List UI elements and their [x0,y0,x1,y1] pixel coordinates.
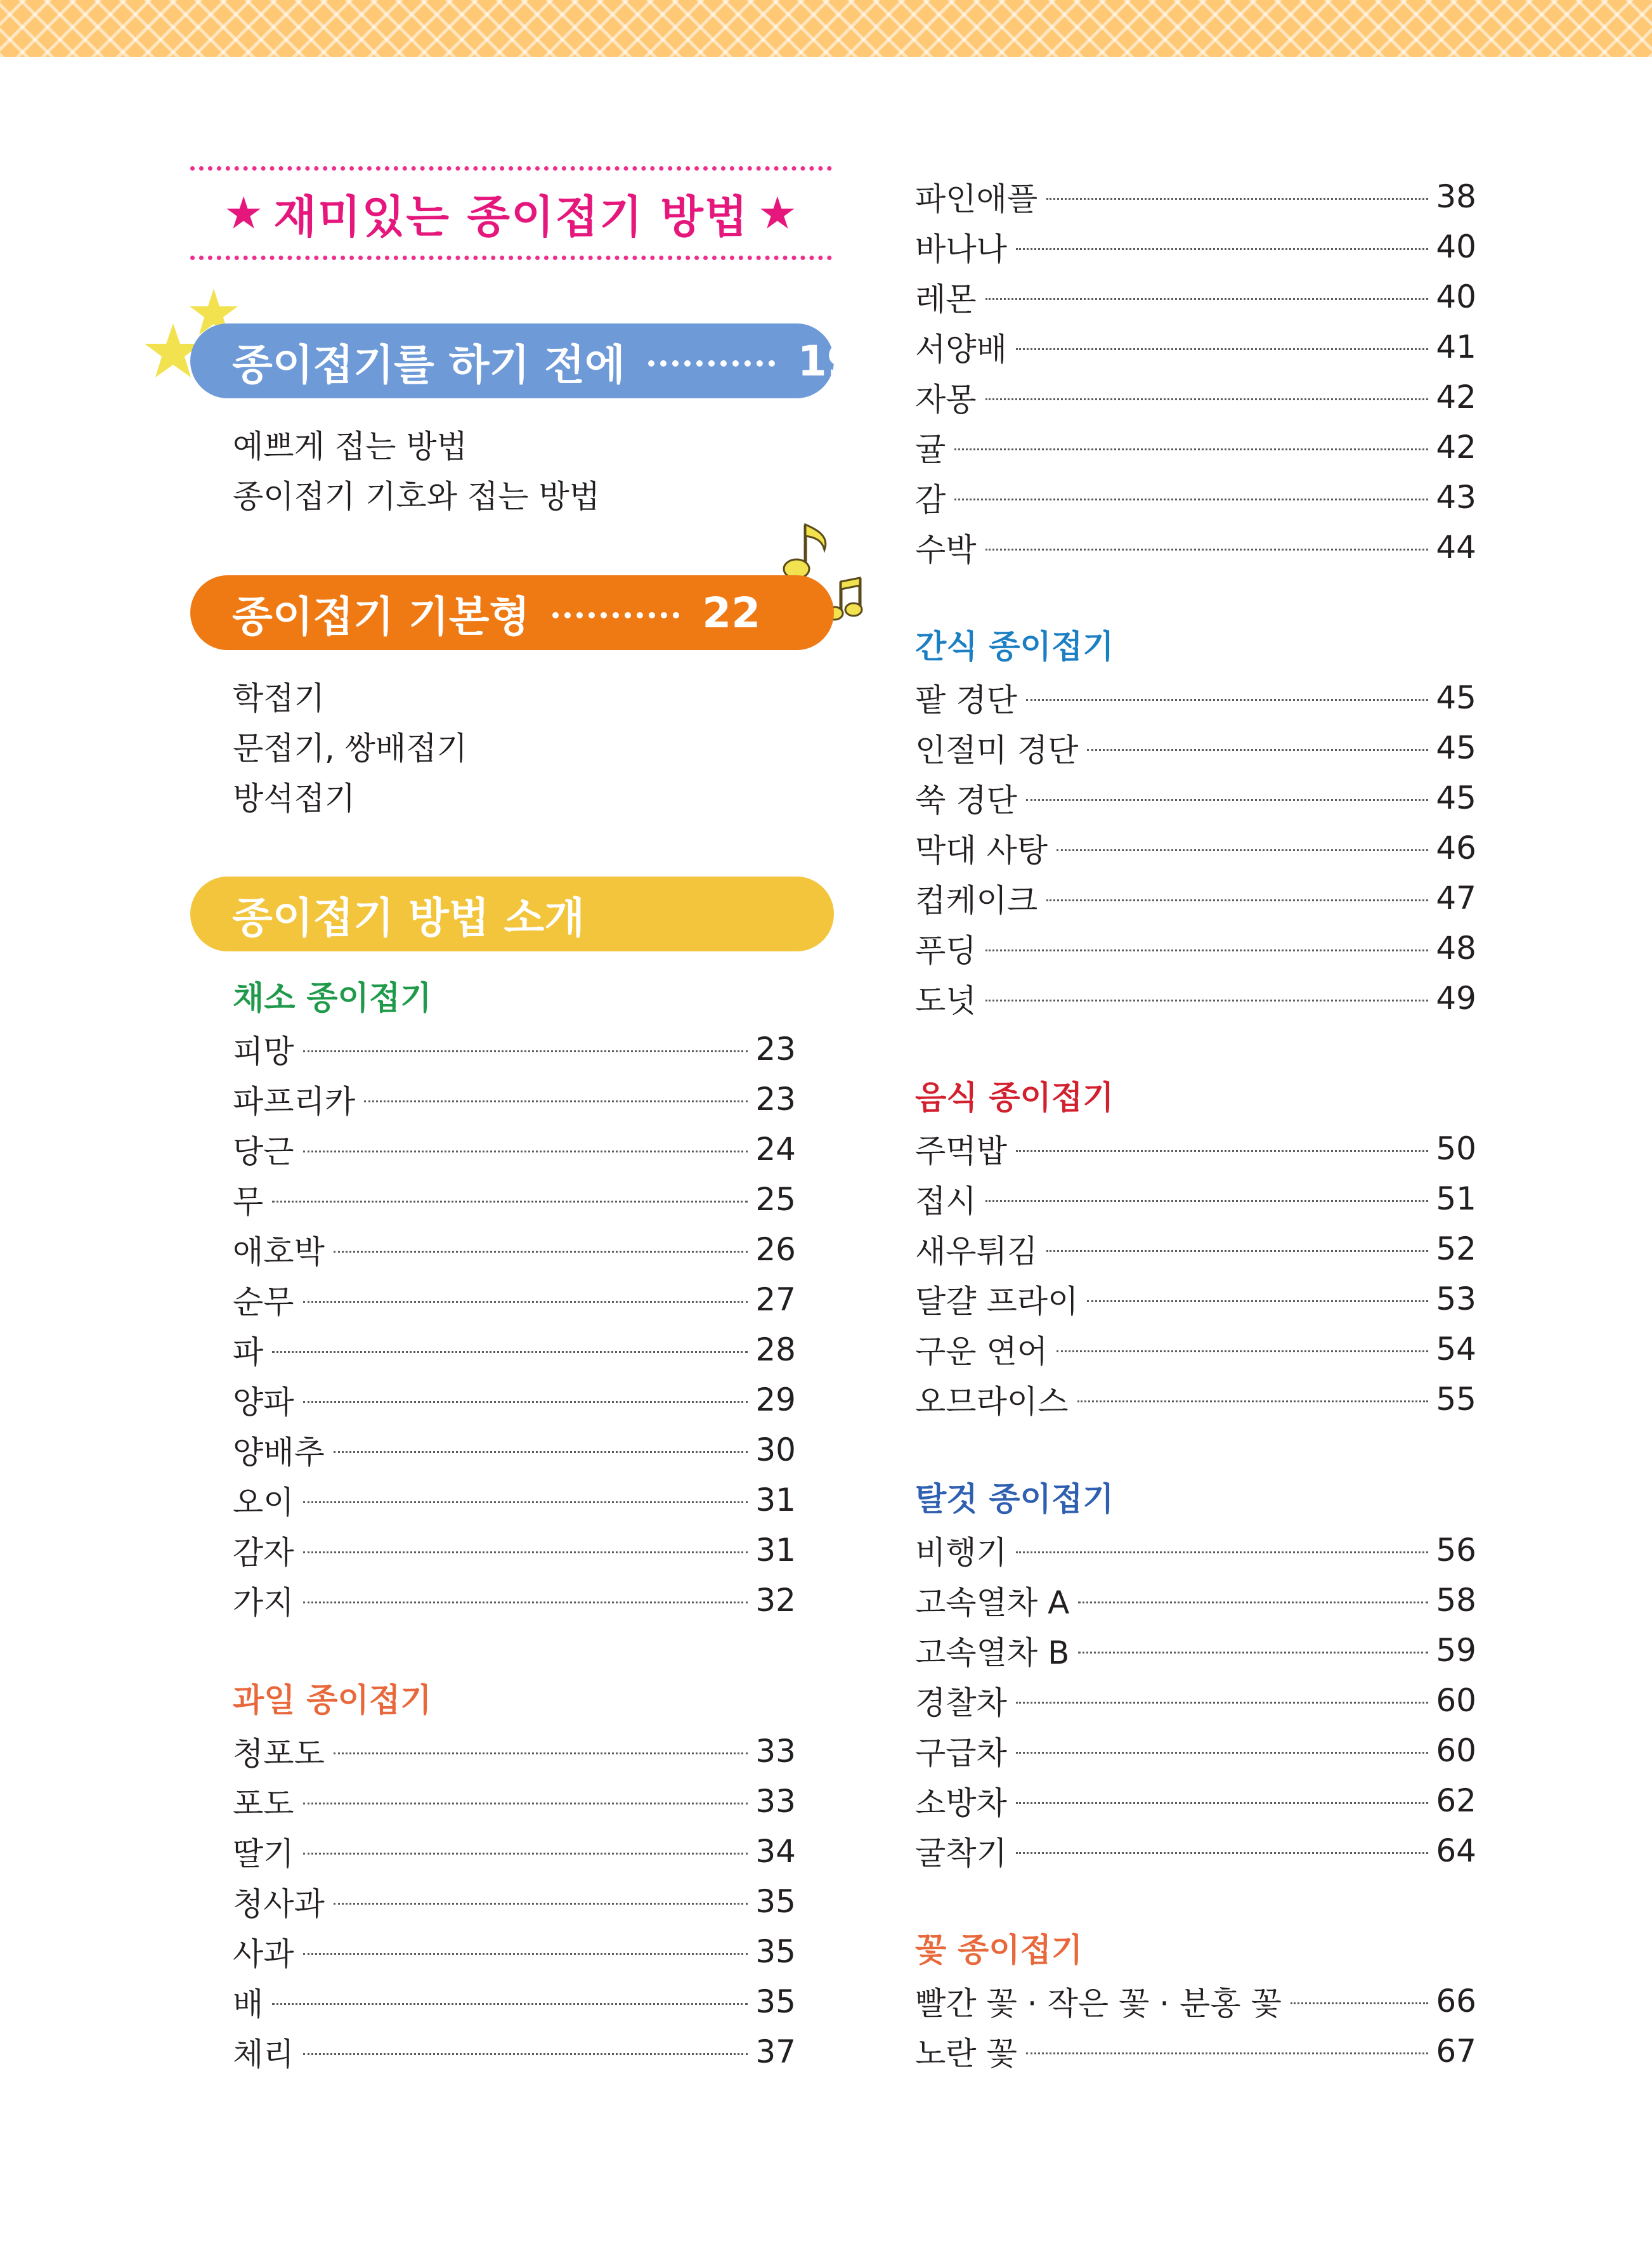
toc-label: 고속열차 B [915,1634,1070,1671]
toc-page: 23 [755,1030,796,1067]
toc-entry[interactable] [233,1024,796,1074]
section-before-folding[interactable] [190,323,856,398]
toc-page: 35 [755,1983,796,2020]
toc-entry[interactable] [915,1976,1476,2026]
list-item[interactable]: 예쁘게 접는 방법 [233,428,467,465]
toc-page: 64 [1436,1832,1476,1869]
leader-dots [1016,1852,1428,1854]
toc-page: 45 [1436,729,1476,766]
list-item[interactable]: 종이접기 기호와 접는 방법 [233,478,600,515]
toc-page: 67 [1436,2032,1476,2070]
toc-entry[interactable] [915,722,1476,773]
toc-page: 52 [1436,1230,1476,1267]
leader-dots [303,2053,748,2055]
toc-page: 60 [1436,1732,1476,1769]
toc-entry[interactable] [915,672,1476,722]
leader-dots [1077,1400,1429,1402]
leader-dots [985,549,1429,551]
leader-dots [1026,2052,1429,2054]
toc-page: 33 [755,1732,796,1770]
toc-page: 46 [1436,829,1476,866]
food-toc [915,1123,1476,1424]
toc-label: 주먹밥 [915,1132,1007,1170]
leader-dots [303,1601,748,1603]
toc-label: 구급차 [915,1734,1007,1771]
toc-label: 피망 [233,1033,294,1070]
toc-label: 막대 사탕 [915,832,1048,869]
leader-dots [1026,799,1429,801]
category-heading-vehicle: 탈것 종이접기 [915,1481,1114,1518]
basic-forms-list [233,674,467,824]
toc-label: 서양배 [915,330,1007,368]
section-basic-forms[interactable] [190,575,834,650]
toc-entry[interactable] [233,1174,796,1224]
toc-page: 66 [1436,1982,1476,2019]
toc-page: 35 [755,1933,796,1970]
toc-entry[interactable] [233,1726,796,1776]
leader-dots [985,1000,1429,1001]
leader-dots [1087,1300,1428,1302]
toc-label: 파 [233,1333,264,1371]
toc-entry[interactable] [915,171,1476,221]
toc-page: 49 [1436,979,1476,1017]
toc-page: 42 [1436,378,1476,415]
leader-dots [1078,1601,1428,1603]
leader-dots [985,398,1429,400]
toc-entry[interactable] [915,422,1476,472]
toc-label: 접시 [915,1182,977,1220]
leader-dots [334,1752,748,1754]
toc-label: 경찰차 [915,1684,1007,1721]
section-title: 종이접기를 하기 전에 [232,340,625,389]
toc-page: 37 [755,2033,796,2070]
toc-entry[interactable] [233,1224,796,1274]
section-title: 종이접기 기본형 [232,592,530,641]
leader-dots [364,1100,748,1102]
leader-dots [1016,248,1428,250]
toc-label: 딸기 [233,1835,294,1872]
toc-label: 배 [233,1985,264,2023]
toc-entry[interactable] [233,1425,796,1475]
toc-label: 무 [233,1183,264,1220]
toc-entry[interactable] [233,1374,796,1425]
list-item[interactable]: 학접기 [233,680,325,717]
toc-page: 34 [755,1832,796,1870]
toc-label: 감자 [233,1534,294,1571]
category-heading-food: 음식 종이접기 [915,1080,1114,1117]
toc-label: 수박 [915,531,977,568]
toc-entry[interactable] [915,1274,1476,1324]
toc-label: 애호박 [233,1233,325,1270]
toc-page: 43 [1436,478,1476,516]
toc-label: 청포도 [233,1735,325,1772]
toc-page: 23 [755,1080,796,1118]
toc-page: 60 [1436,1681,1476,1719]
toc-entry[interactable] [233,1324,796,1374]
toc-entry[interactable] [915,1374,1476,1424]
leader-dots [303,1551,748,1553]
before-folding-list [233,422,600,522]
toc-page: 26 [755,1230,796,1268]
toc-label: 구운 연어 [915,1333,1048,1370]
leader-dots [1016,348,1428,350]
leader-dots [1016,1702,1428,1704]
toc-entry[interactable] [233,1926,796,1976]
toc-page: 29 [755,1381,796,1418]
toc-label: 푸딩 [915,932,977,969]
toc-entry[interactable] [233,1776,796,1826]
leader-dots [1046,899,1428,901]
toc-page: 45 [1436,679,1476,716]
toc-label: 오이 [233,1484,294,1521]
toc-label: 파프리카 [233,1083,356,1120]
section-page-number: 19 [797,336,856,386]
toc-entry[interactable] [915,1575,1476,1625]
leader-dots [334,1903,748,1905]
leader-dots [1078,1652,1428,1654]
leader-dots [954,499,1428,500]
toc-label: 도넛 [915,982,977,1019]
toc-entry[interactable] [915,923,1476,973]
toc-label: 청사과 [233,1885,325,1922]
leader-dots [954,448,1428,450]
leader-dots [1026,699,1429,701]
vehicle-toc [915,1525,1476,1875]
leader-dots [303,1853,748,1855]
toc-label: 당근 [233,1133,294,1170]
leader-dots [1291,2002,1429,2004]
toc-entry[interactable] [915,1775,1476,1825]
toc-entry[interactable] [915,1324,1476,1374]
toc-entry[interactable] [233,1525,796,1575]
fruit-continued-toc [915,171,1476,572]
toc-label: 굴착기 [915,1834,1007,1872]
toc-label: 자몽 [915,381,977,418]
toc-page: 31 [755,1481,796,1518]
toc-entry[interactable] [915,1725,1476,1775]
snack-toc [915,672,1476,1023]
leader-dots [334,1251,748,1253]
toc-entry[interactable] [915,1825,1476,1875]
toc-page: 51 [1436,1180,1476,1217]
leader-dots [272,2003,748,2005]
toc-page: 45 [1436,779,1476,816]
toc-label: 팥 경단 [915,681,1017,719]
toc-page: 40 [1436,228,1476,265]
toc-entry[interactable] [233,1876,796,1926]
toc-label: 포도 [233,1785,294,1822]
toc-entry[interactable] [233,1475,796,1525]
leader-dots [1087,749,1428,751]
leader-dots [303,1953,748,1955]
toc-entry[interactable] [233,1826,796,1876]
toc-page: 25 [755,1180,796,1218]
toc-entry[interactable] [915,1625,1476,1675]
leader-dots [303,1501,748,1503]
leader-dots [272,1351,748,1353]
toc-label: 비행기 [915,1534,1007,1571]
leader-dots [1016,1752,1428,1754]
toc-entry[interactable] [915,823,1476,873]
toc-entry[interactable] [915,322,1476,372]
toc-page: 50 [1436,1130,1476,1167]
toc-entry[interactable] [915,873,1476,923]
toc-entry[interactable] [915,773,1476,823]
leader-dots [303,1803,748,1804]
toc-label: 양배추 [233,1433,325,1471]
toc-page: 55 [1436,1380,1476,1418]
toc-page: 48 [1436,929,1476,967]
toc-entry[interactable] [233,2026,796,2077]
page-title-banner [190,166,832,260]
toc-entry[interactable] [915,973,1476,1023]
toc-label: 컵케이크 [915,882,1038,919]
toc-entry[interactable] [915,2026,1476,2076]
leader-dots [1016,1551,1428,1553]
toc-page: 28 [755,1331,796,1368]
leader-dots [334,1451,748,1453]
toc-label: 고속열차 A [915,1584,1070,1621]
decorative-top-band [0,0,1652,57]
leader-dots [1016,1150,1428,1152]
toc-page: 30 [755,1431,796,1468]
leader-dots [272,1201,748,1203]
leader-dots [552,612,679,618]
toc-entry[interactable] [915,472,1476,522]
leader-dots [303,1301,748,1303]
toc-page: 38 [1436,178,1476,215]
toc-entry[interactable] [915,1123,1476,1173]
toc-entry[interactable] [233,1074,796,1124]
toc-page: 56 [1436,1531,1476,1569]
toc-entry[interactable] [915,221,1476,271]
vegetable-toc [233,1024,796,1625]
toc-entry[interactable] [915,1173,1476,1223]
toc-page: 53 [1436,1280,1476,1317]
toc-page: 58 [1436,1581,1476,1619]
leader-dots [985,298,1429,300]
toc-entry[interactable] [915,372,1476,422]
flower-toc [915,1976,1476,2076]
toc-page: 59 [1436,1631,1476,1669]
toc-page: 35 [755,1882,796,1920]
toc-page: 41 [1436,328,1476,365]
section-title: 종이접기 방법 소개 [232,893,585,943]
leader-dots [1016,1802,1428,1804]
toc-label: 바나나 [915,230,1007,268]
toc-page: 54 [1436,1330,1476,1367]
toc-page: 24 [755,1130,796,1168]
star-icon: ★ [223,187,265,239]
leader-dots [303,1151,748,1152]
leader-dots [985,1200,1429,1202]
toc-page: 32 [755,1581,796,1619]
toc-label: 레몬 [915,280,977,318]
toc-label: 소방차 [915,1784,1007,1822]
fruit-toc [233,1726,796,2077]
toc-label: 가지 [233,1584,294,1621]
toc-label: 빨간 꽃 · 작은 꽃 · 분홍 꽃 [915,1985,1282,2022]
leader-dots [985,949,1429,951]
category-heading-flower: 꽃 종이접기 [915,1932,1083,1969]
toc-page: 31 [755,1531,796,1569]
toc-label: 쑥 경단 [915,781,1017,819]
toc-label: 새우튀김 [915,1232,1038,1270]
category-heading-snack: 간식 종이접기 [915,629,1114,666]
toc-label: 노란 꽃 [915,2035,1017,2072]
toc-entry[interactable] [915,1675,1476,1725]
page-title: 재미있는 종이접기 방법 [273,190,749,243]
toc-page: 27 [755,1281,796,1318]
toc-entry[interactable] [915,271,1476,322]
toc-entry[interactable] [233,1575,796,1625]
category-heading-vegetable: 채소 종이접기 [233,980,432,1017]
list-item[interactable]: 문접기, 쌍배접기 [233,730,467,767]
toc-label: 오므라이스 [915,1383,1069,1420]
toc-page: 42 [1436,428,1476,466]
toc-label: 순무 [233,1283,294,1321]
section-folding-methods [190,877,834,951]
toc-page: 44 [1436,528,1476,566]
toc-label: 사과 [233,1935,294,1973]
toc-entry[interactable] [915,1223,1476,1274]
leader-dots [1057,849,1428,851]
toc-page: 47 [1436,879,1476,917]
category-heading-fruit: 과일 종이접기 [233,1682,432,1719]
toc-label: 인절미 경단 [915,731,1079,769]
leader-dots [1046,1250,1428,1252]
toc-page: 33 [755,1782,796,1820]
toc-entry[interactable] [233,1124,796,1174]
toc-entry[interactable] [233,1976,796,2026]
star-icon: ★ [757,187,799,239]
leader-dots [303,1050,748,1052]
toc-label: 달걀 프라이 [915,1282,1079,1320]
section-page-number: 22 [702,588,761,637]
toc-label: 체리 [233,2035,294,2073]
toc-entry[interactable] [915,522,1476,572]
leader-dots [303,1401,748,1403]
toc-label: 파인애플 [915,180,1038,218]
toc-page: 62 [1436,1782,1476,1819]
leader-dots [1057,1350,1428,1352]
leader-dots [1046,198,1428,200]
toc-page: 40 [1436,278,1476,315]
toc-label: 감 [915,481,946,518]
toc-label: 양파 [233,1383,294,1421]
toc-label: 귤 [915,431,946,468]
toc-entry[interactable] [233,1274,796,1324]
leader-dots [648,360,775,367]
toc-entry[interactable] [915,1525,1476,1575]
list-item[interactable]: 방석접기 [233,780,356,817]
